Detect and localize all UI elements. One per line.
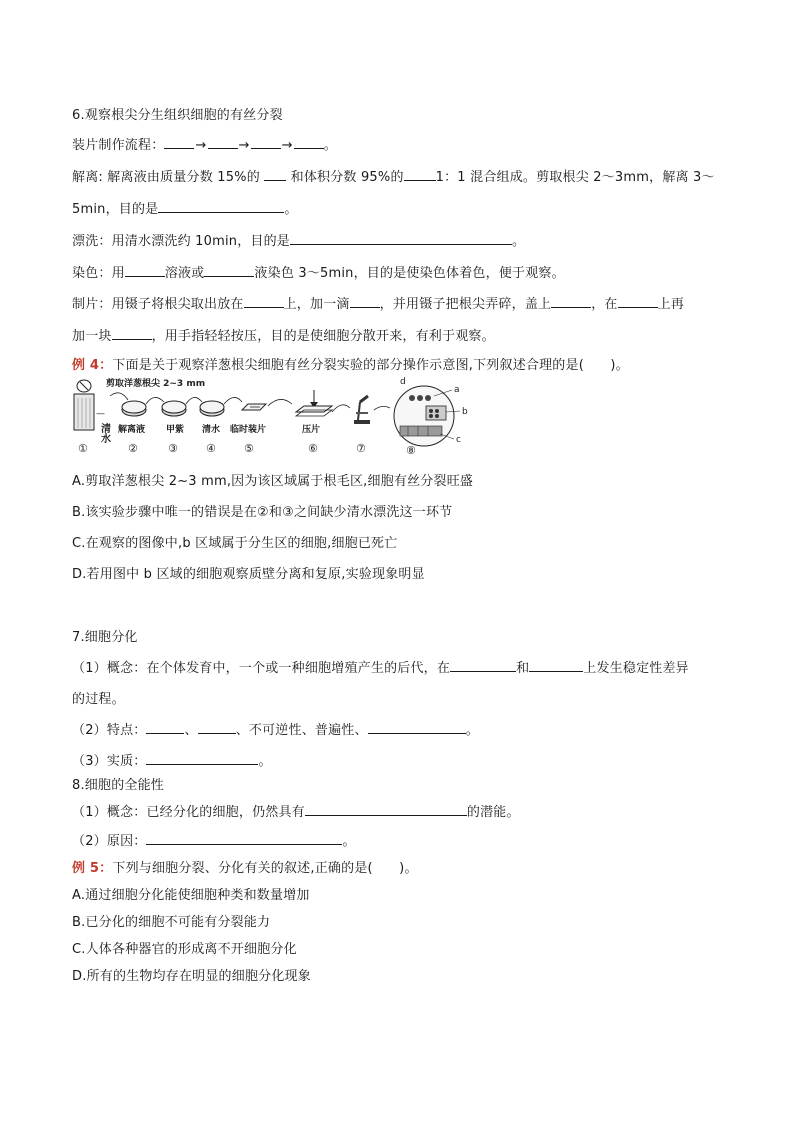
- arrow-icon: [268, 399, 292, 406]
- blank-cover[interactable]: [551, 295, 591, 308]
- dissociation-line-1: [72, 166, 715, 185]
- option-a[interactable]: A.通过细胞分化能使细胞种类和数量增加: [72, 888, 310, 903]
- text: 解离: 解离液由质量分数 15%的: [72, 170, 265, 185]
- arrow-icon: [110, 393, 128, 400]
- arrow-icon: [332, 405, 350, 412]
- blank-purpose[interactable]: [158, 200, 284, 213]
- text: ，用手指轻轻按压，目的是使细胞分散开来，有利于观察。: [151, 329, 495, 344]
- step-label: 压片: [302, 425, 321, 435]
- cut-label: 剪取洋葱根尖 2~3 mm: [106, 379, 206, 389]
- text: 溶液或: [164, 266, 205, 281]
- step-number: ⑧: [406, 444, 416, 456]
- option-c[interactable]: C.人体各种器官的形成离不开细胞分化: [72, 942, 297, 957]
- text: 上再: [657, 297, 685, 312]
- step-number: ⑤: [244, 442, 254, 455]
- flow-blank-4[interactable]: [294, 136, 324, 149]
- text: 。: [465, 723, 479, 738]
- flow-blank-2[interactable]: [208, 136, 238, 149]
- flow-blank-3[interactable]: [251, 136, 281, 149]
- example-4-stem: [72, 354, 629, 373]
- arrow-icon: [374, 406, 390, 410]
- press-illustration: [296, 390, 332, 416]
- option-d[interactable]: D.所有的生物均存在明显的细胞分化现象: [72, 969, 311, 984]
- flow-blank-1[interactable]: [164, 136, 194, 149]
- flow-line: [72, 134, 337, 153]
- water-label: —: [96, 409, 105, 419]
- text: 的潜能。: [466, 805, 520, 820]
- totipotency-reason: [72, 830, 356, 849]
- label-d: d: [400, 377, 406, 387]
- dissociation-line-2: [72, 198, 298, 217]
- option-c[interactable]: C.在观察的图像中,b 区域属于分生区的细胞,细胞已死亡: [72, 536, 398, 551]
- water-label: 清水: [98, 423, 110, 443]
- step-number: ①: [78, 442, 88, 455]
- label-b: b: [462, 407, 468, 417]
- blank-stain-2[interactable]: [204, 264, 254, 277]
- blank-alcohol[interactable]: [404, 168, 436, 181]
- question-stem: 下列与细胞分裂、分化有关的叙述,正确的是( )。: [112, 861, 418, 876]
- blank-feature-2[interactable]: [198, 721, 236, 734]
- petri-dish: [200, 401, 224, 416]
- step-number: ⑥: [308, 442, 318, 455]
- text: 。: [284, 202, 298, 217]
- arrow-right-icon: →: [281, 138, 293, 153]
- label-c: c: [456, 435, 461, 445]
- text: （1）概念：已经分化的细胞，仍然具有: [72, 805, 305, 820]
- microscope-field-of-view: [394, 386, 454, 446]
- step-number: ④: [206, 442, 216, 455]
- rinse-line: [72, 230, 525, 249]
- blank-essence[interactable]: [146, 752, 258, 765]
- step-label: 清水: [202, 425, 221, 435]
- blank-rinse-purpose[interactable]: [290, 232, 512, 245]
- text: 。: [512, 234, 526, 249]
- stain-line: [72, 262, 565, 281]
- blank-form[interactable]: [450, 659, 516, 672]
- label-a: a: [454, 385, 460, 395]
- text: 上发生稳定性差异: [583, 661, 689, 676]
- text: ，在: [591, 297, 618, 312]
- blank-stain-1[interactable]: [125, 264, 165, 277]
- arrow-icon: [146, 397, 164, 404]
- text: 和体积分数 95%的: [286, 170, 404, 185]
- totipotency-concept: [72, 801, 520, 820]
- blank-feature-1[interactable]: [146, 721, 184, 734]
- blank-block[interactable]: [112, 327, 152, 340]
- differentiation-features: [72, 719, 479, 738]
- flow-label: 装片制作流程：: [72, 138, 165, 153]
- example-label: 例 5：: [72, 861, 113, 876]
- section-7-title: 7.细胞分化: [72, 630, 138, 645]
- arrow-right-icon: →: [195, 138, 207, 153]
- slide-line-1: [72, 293, 684, 312]
- text: 。: [342, 834, 356, 849]
- text: 、: [184, 723, 198, 738]
- petri-dish: [162, 401, 186, 416]
- text: 制片：用镊子将根尖取出放在: [72, 297, 244, 312]
- option-d[interactable]: D.若用图中 b 区域的细胞观察质壁分离和复原,实验现象明显: [72, 567, 425, 582]
- step-label: 甲紫: [166, 425, 185, 435]
- blank-function[interactable]: [529, 659, 583, 672]
- arrow-icon: [224, 397, 242, 404]
- text: 上，加一滴: [283, 297, 350, 312]
- text: 1：1 混合组成。剪取根尖 2～3mm，解离 3～: [435, 170, 715, 185]
- step-number: ⑦: [356, 442, 366, 455]
- text: （1）概念：在个体发育中，一个或一种细胞增殖产生的后代，在: [72, 661, 451, 676]
- text: 5min，目的是: [72, 202, 159, 217]
- blank-slide[interactable]: [244, 295, 284, 308]
- step-label: 临时装片: [230, 425, 267, 435]
- text: 。: [258, 754, 272, 769]
- text: （2）原因：: [72, 834, 147, 849]
- section-8-title: 8.细胞的全能性: [72, 778, 165, 793]
- onion-beaker-illustration: [74, 380, 94, 430]
- step-number: ②: [128, 442, 138, 455]
- blank-feature-3[interactable]: [368, 721, 466, 734]
- slide-line-2: [72, 325, 495, 344]
- text: 、不可逆性、普遍性、: [235, 723, 368, 738]
- step-number: ③: [168, 442, 178, 455]
- text: 漂洗：用清水漂洗约 10min，目的是: [72, 234, 290, 249]
- blank-acid[interactable]: [264, 168, 286, 181]
- differentiation-concept-2: 的过程。: [72, 692, 125, 707]
- blank-drop[interactable]: [350, 295, 380, 308]
- text: 和: [516, 661, 530, 676]
- arrow-icon: [186, 397, 202, 404]
- option-a[interactable]: A.剪取洋葱根尖 2~3 mm,因为该区域属于根毛区,细胞有丝分裂旺盛: [72, 474, 474, 489]
- section-6-title: 6.观察根尖分生组织细胞的有丝分裂: [72, 108, 283, 123]
- differentiation-concept-1: [72, 657, 689, 676]
- petri-dish: [122, 401, 146, 416]
- flow-end: 。: [323, 138, 337, 153]
- text: ，并用镊子把根尖弄碎，盖上: [379, 297, 552, 312]
- slide-illustration: [242, 404, 266, 410]
- example-5-stem: [72, 857, 418, 876]
- example-label: 例 4：: [72, 358, 113, 373]
- differentiation-essence: [72, 750, 272, 769]
- question-stem: 下面是关于观察洋葱根尖细胞有丝分裂实验的部分操作示意图,下列叙述合理的是( )。: [112, 358, 629, 373]
- option-b[interactable]: B.该实验步骤中唯一的错误是在②和③之间缺少清水漂洗这一环节: [72, 505, 453, 520]
- blank-potential[interactable]: [305, 803, 467, 816]
- arrow-right-icon: →: [238, 138, 250, 153]
- option-b[interactable]: B.已分化的细胞不可能有分裂能力: [72, 915, 271, 930]
- experiment-diagram: [70, 376, 470, 456]
- text: 染色：用: [72, 266, 125, 281]
- blank-on[interactable]: [618, 295, 658, 308]
- step-label: 解离液: [118, 425, 146, 435]
- blank-reason[interactable]: [146, 832, 342, 845]
- text: 加一块: [72, 329, 112, 344]
- text: （2）特点：: [72, 723, 147, 738]
- text: （3）实质：: [72, 754, 147, 769]
- text: 液染色 3～5min，目的是使染色体着色，便于观察。: [254, 266, 565, 281]
- microscope-icon: [354, 396, 370, 424]
